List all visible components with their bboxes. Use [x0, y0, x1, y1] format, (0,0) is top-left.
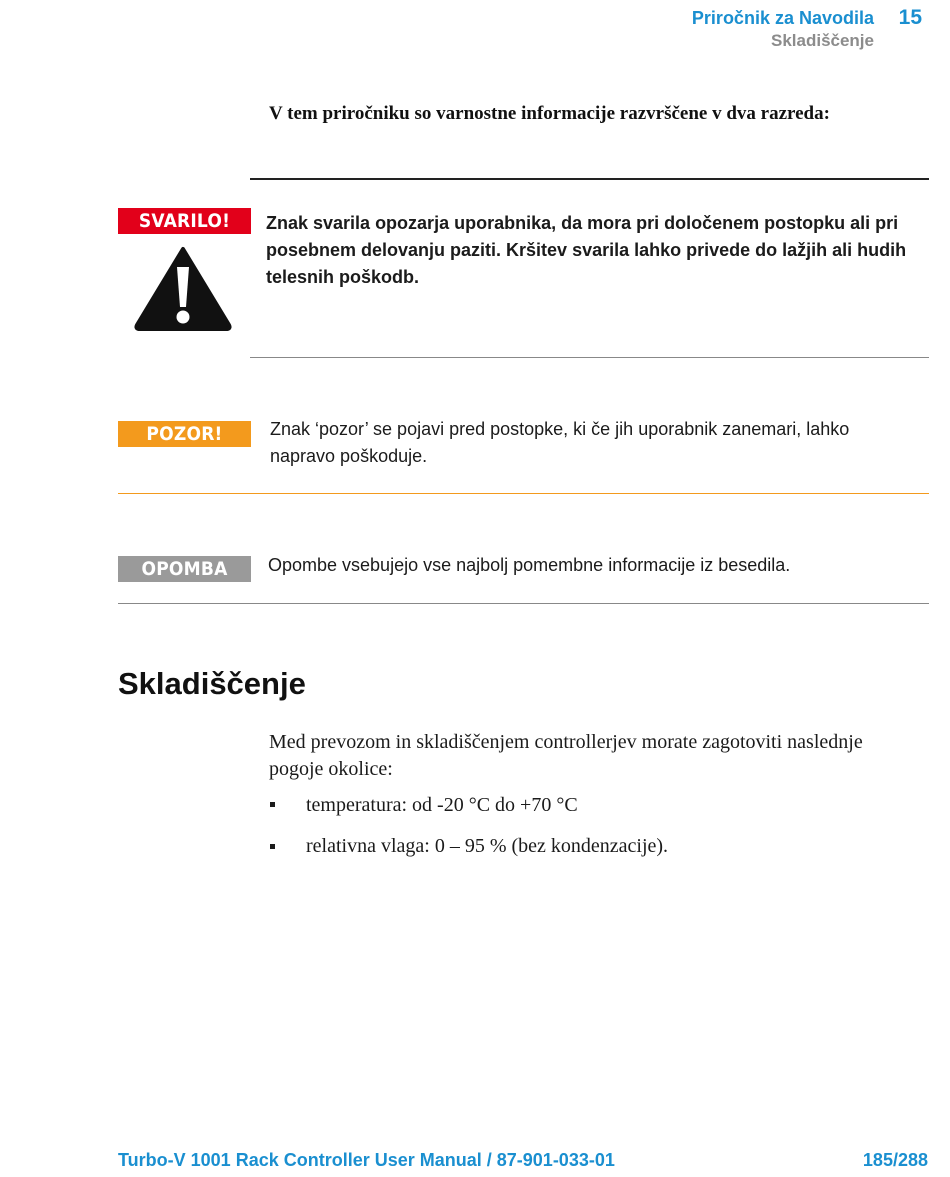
section-body: Med prevozom in skladiščenjem controllerjev morate zagotoviti naslednje pogoje okolice:	[269, 731, 863, 780]
caution-bottom-rule	[118, 493, 929, 494]
caution-text: Znak ‘pozor’ se pojavi pred postopke, ki če jih uporabnik zanemari, lahko napravo poškoduje.	[270, 419, 850, 466]
intro-paragraph: V tem priročniku so varnostne informacije razvrščene v dva razreda:	[269, 103, 830, 124]
chapter-number: 15	[898, 6, 922, 29]
bullet-marker	[270, 844, 275, 849]
bullet-marker	[270, 802, 275, 807]
footer-page-number: 185/288	[862, 1150, 928, 1170]
note-badge: OPOMBA	[118, 556, 251, 582]
note-bottom-rule	[118, 603, 929, 604]
manual-title: Priročnik za Navodila	[691, 8, 874, 28]
footer-document-title: Turbo-V 1001 Rack Controller User Manual / 87-901-033-01	[118, 1150, 615, 1170]
warning-bottom-rule	[250, 357, 929, 358]
warning-text: Znak svarila opozarja uporabnika, da mora pri določenem postopku ali pri posebnem delovanju paziti. Kršitev svarila lahko privede do lažjih ali hudih telesnih poškodb.	[266, 213, 907, 287]
warning-badge: SVARILO!	[118, 208, 251, 234]
caution-badge: POZOR!	[118, 421, 251, 447]
warning-top-rule	[250, 178, 929, 180]
bullet-item-humidity: relativna vlaga: 0 – 95 % (bez kondenzacije).	[306, 835, 669, 857]
bullet-item-temperature: temperatura: od -20 °C do +70 °C	[306, 794, 578, 816]
section-title: Skladiščenje	[118, 666, 306, 701]
warning-triangle-icon	[133, 245, 233, 331]
note-text: Opombe vsebujejo vse najbolj pomembne informacije iz besedila.	[268, 555, 791, 575]
section-name-header: Skladiščenje	[770, 31, 874, 50]
